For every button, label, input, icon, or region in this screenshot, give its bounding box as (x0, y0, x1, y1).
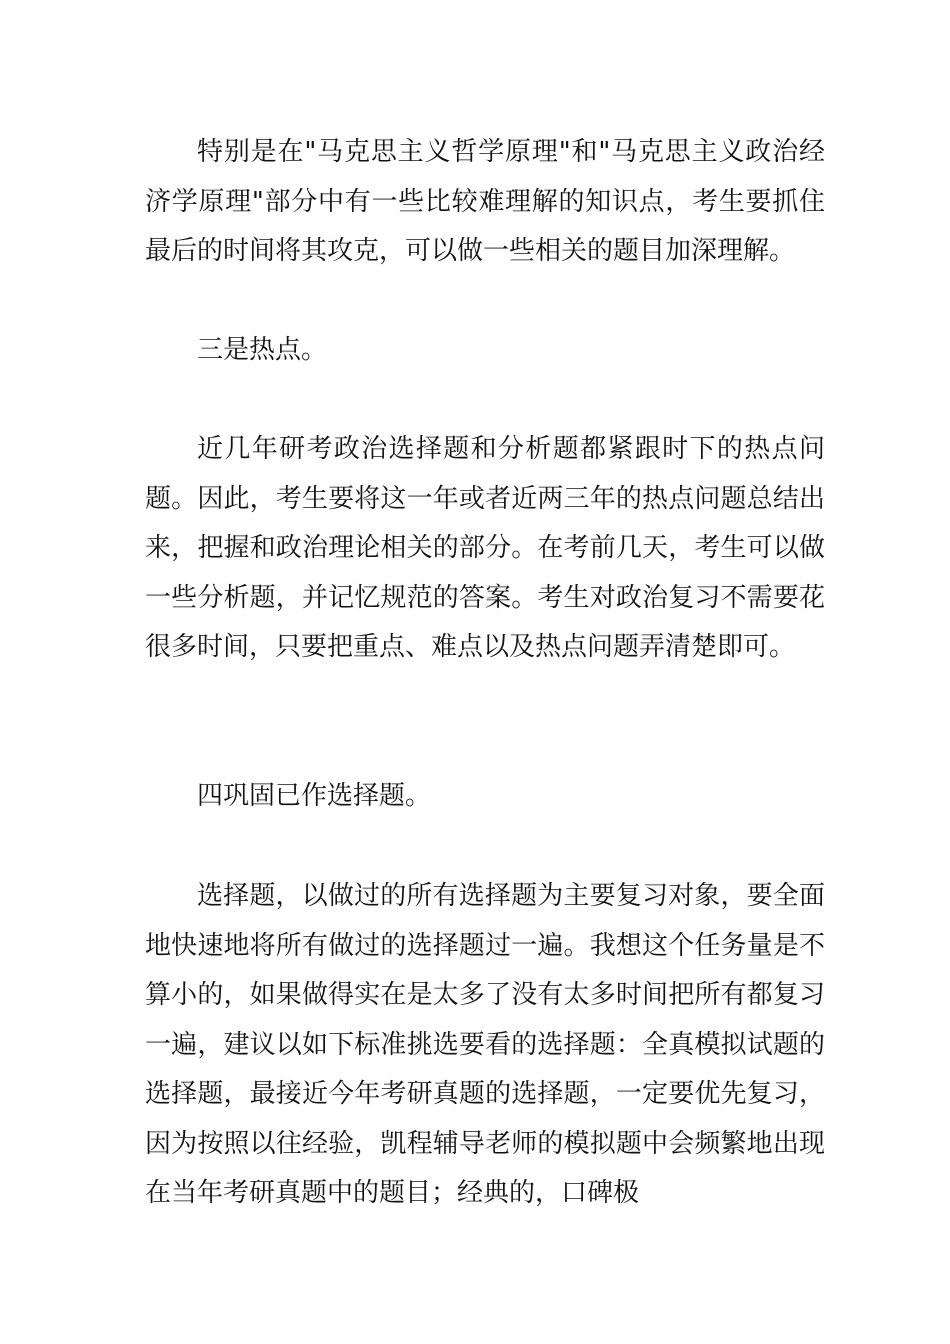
paragraph-difficult-points: 特别是在"马克思主义哲学原理"和"马克思主义政治经济学原理"部分中有一些比较难理解的知识点，考生要抓住最后的时间将其攻克，可以做一些相关的题目加深理解。 (145, 137, 825, 266)
heading-hot-topics: 三是热点。 (197, 335, 328, 365)
paragraph-hot-topics: 近几年研考政治选择题和分析题都紧跟时下的热点问题。因此，考生要将这一年或者近两三年的热点问题总结出来，把握和政治理论相关的部分。在考前几天，考生可以做一些分析题，并记忆规范的答案。考生对政治复习不需要花很多时间，只要把重点、难点以及热点问题弄清楚即可。 (145, 434, 825, 662)
paragraph-choice-questions: 选择题，以做过的所有选择题为主要复习对象，要全面地快速地将所有做过的选择题过一遍。我想这个任务量是不算小的，如果做得实在是太多了没有太多时间把所有都复习一遍，建议以如下标准挑选要看的选择题：全真模拟试题的选择题，最接近今年考研真题的选择题，一定要优先复习，因为按照以往经验，凯程辅导老师的模拟题中会频繁地出现在当年考研真题中的题目；经典的，口碑极 (145, 881, 825, 1208)
heading-review-choice-questions: 四巩固已作选择题。 (197, 781, 432, 811)
